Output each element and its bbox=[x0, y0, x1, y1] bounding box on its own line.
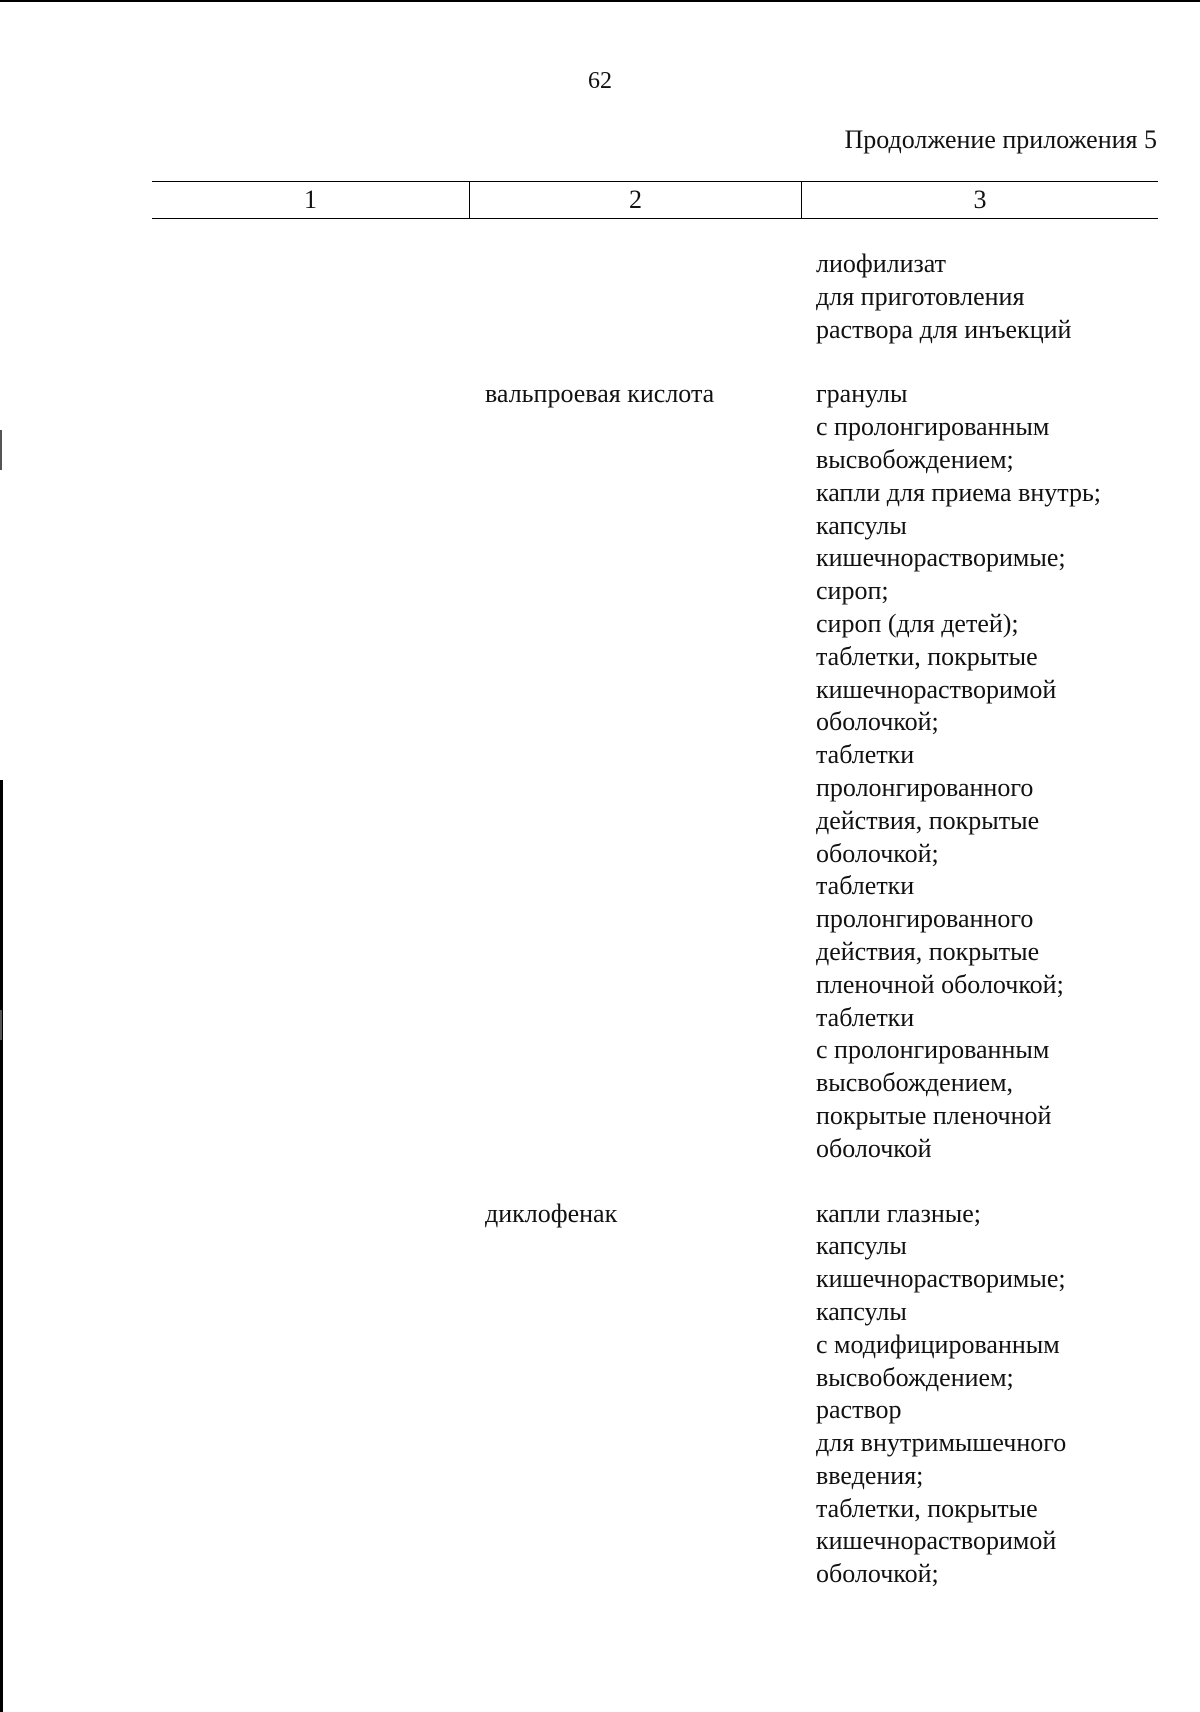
dosage-form-line: сироп; bbox=[816, 576, 889, 606]
dosage-form-line: действия, покрытые bbox=[816, 936, 1040, 966]
table-row bbox=[152, 378, 1158, 1165]
page-number: 62 bbox=[588, 68, 612, 94]
table-row bbox=[152, 248, 1158, 346]
dosage-form-line: пролонгированного bbox=[816, 904, 1034, 934]
dosage-form-line: для приготовления bbox=[816, 281, 1025, 311]
dosage-form-line: кишечнорастворимые; bbox=[816, 543, 1066, 573]
dosage-form-line: таблетки, покрытые bbox=[816, 1493, 1038, 1523]
header-column-1: 1 bbox=[152, 182, 470, 218]
dosage-form-line: капли для приема внутрь; bbox=[816, 477, 1102, 507]
dosage-form-line: с модифицированным bbox=[816, 1329, 1060, 1359]
dosage-form-line: капли глазные; bbox=[816, 1198, 982, 1228]
scan-left-edge bbox=[0, 780, 3, 1712]
dosage-form-line: действия, покрытые bbox=[816, 805, 1040, 835]
scan-speck bbox=[0, 430, 2, 470]
dosage-form-line: оболочкой; bbox=[816, 707, 939, 737]
dosage-form-line: высвобождением; bbox=[816, 1362, 1014, 1392]
table-row bbox=[152, 1198, 1158, 1592]
dosage-form-line: оболочкой; bbox=[816, 1559, 939, 1589]
dosage-form-line: для внутримышечного bbox=[816, 1428, 1067, 1458]
header-column-3: 3 bbox=[973, 185, 987, 214]
dosage-form-line: пленочной оболочкой; bbox=[816, 969, 1064, 999]
appendix-continuation-note: Продолжение приложения 5 bbox=[844, 125, 1157, 154]
dosage-form-line: пролонгированного bbox=[816, 772, 1034, 802]
dosage-form-line: капсулы bbox=[816, 1296, 907, 1326]
dosage-form-line: капсулы bbox=[816, 1231, 907, 1261]
dosage-form-line: введения; bbox=[816, 1460, 924, 1490]
header-column-2: 2 bbox=[470, 182, 802, 218]
dosage-form-line: раствор bbox=[816, 1395, 902, 1425]
scan-top-edge bbox=[0, 0, 1200, 2]
dosage-form-line: таблетки bbox=[816, 740, 915, 770]
dosage-form-line: таблетки, покрытые bbox=[816, 641, 1038, 671]
dosage-form-line: кишечнорастворимой bbox=[816, 674, 1057, 704]
dosage-form-line: капсулы bbox=[816, 510, 907, 540]
table-body bbox=[152, 248, 1158, 1591]
dosage-form-line: сироп (для детей); bbox=[816, 608, 1019, 638]
table-header bbox=[152, 181, 1158, 219]
dosage-form-line: раствора для инъекций bbox=[816, 314, 1072, 344]
row-dosage-forms-cell bbox=[802, 1198, 1158, 1592]
dosage-form-line: высвобождением; bbox=[816, 444, 1014, 474]
dosage-form-line: высвобождением, bbox=[816, 1068, 1014, 1098]
dosage-form-line: лиофилизат bbox=[816, 249, 947, 278]
dosage-form-line: с пролонгированным bbox=[816, 412, 1050, 442]
dosage-form-line: оболочкой bbox=[816, 1133, 932, 1163]
dosage-form-line: кишечнорастворимой bbox=[816, 1526, 1057, 1556]
dosage-form-line: покрытые пленочной bbox=[816, 1100, 1052, 1130]
row-substance-cell: диклофенак bbox=[485, 1198, 618, 1228]
row-substance-cell: вальпроевая кислота bbox=[485, 379, 715, 409]
row-dosage-forms-cell bbox=[802, 248, 1158, 346]
dosage-form-line: с пролонгированным bbox=[816, 1035, 1050, 1065]
dosage-form-line: кишечнорастворимые; bbox=[816, 1264, 1066, 1294]
dosage-form-line: оболочкой; bbox=[816, 838, 939, 868]
dosage-form-line: таблетки bbox=[816, 871, 915, 901]
dosage-form-line: таблетки bbox=[816, 1002, 915, 1032]
scan-speck bbox=[0, 1010, 2, 1040]
dosage-form-line: гранулы bbox=[816, 379, 908, 409]
row-dosage-forms-cell bbox=[802, 378, 1158, 1165]
